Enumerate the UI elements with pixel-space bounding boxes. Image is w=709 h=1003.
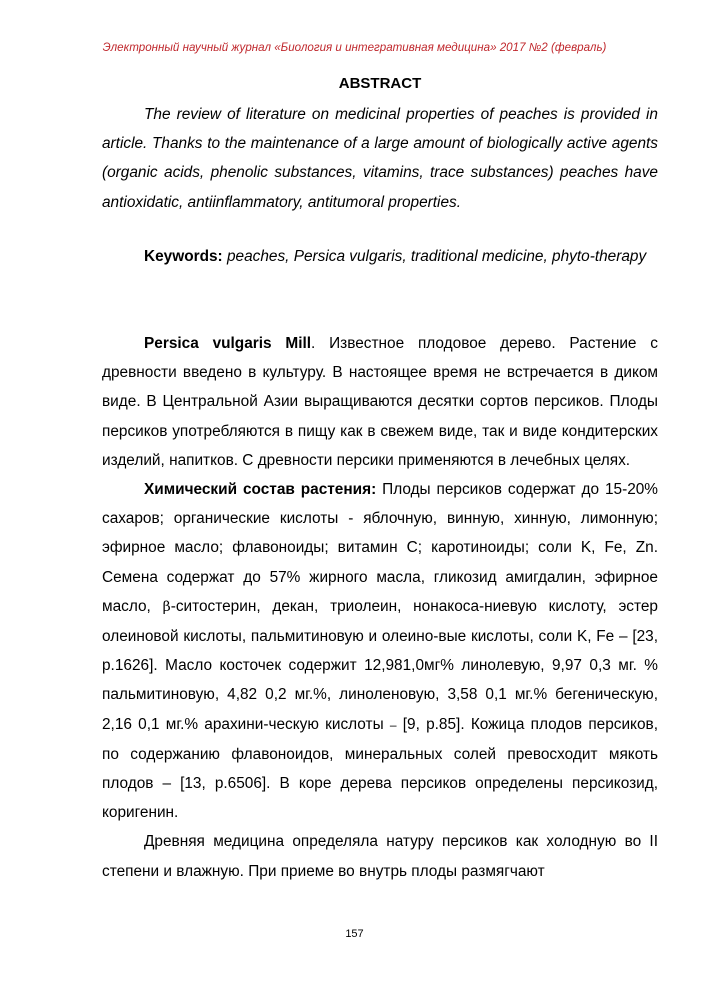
page-number: 157: [345, 928, 364, 940]
keywords-text: peaches, Persica vulgaris, traditional medicine, phyto-therapy: [226, 248, 647, 265]
small-dash: –: [389, 717, 397, 732]
paragraph-2-text-c: [9, р.85]. Кожица плодов персиков, по содержанию флавоноидов, минеральных солей превосходит мякоть плодов – [13, р.6506]. В коре дерева персиков определены персикозид, коригенин.: [102, 715, 658, 822]
paragraph-3: Древняя медицина определяла натуру персиков как холодную во II степени и влажную. При приеме во внутрь плоды размягчают: [102, 833, 658, 880]
keywords-paragraph: [102, 243, 658, 272]
paragraph-1: [102, 329, 658, 475]
paragraph-1-text: . Известное плодовое дерево. Растение с древности введено в культуру. В настоящее время не встречается в диком виде. В Центральной Азии выращиваются десятки сортов персиков. Плоды персиков употребляются в пищу как в свежем виде, так и виде кондитерских изделий, напитков. С древности персики применяются в лечебных целях.: [102, 335, 658, 469]
abstract-text: [102, 100, 658, 217]
paragraph-2-text-b: -ситостерин, декан, триолеин, нонакоса-ниевую кислоту, эстер олеиновой кислоты, пальмитиновую и олеино-вые кислоты, соли K, Fe – [23, р.1626]. Масло косточек содержит 12,981,0мг% линолевую, 9,97 0,3 мг. % пальмитиновую, 4,82 0,2 мг.%, линоленовую, 3,58 0,1 мг.% бегеническую, 2,16 0,1 мг.% арахини-ческую кислоты: [102, 597, 658, 733]
journal-header: Электронный научный журнал «Биология и интегративная медицина» 2017 №2 (февраль): [102, 41, 607, 54]
abstract-paragraph: The review of literature on medicinal properties of peaches is provided in article. Thanks to the maintenance of a large amount of biologically active agents (organic acids, phenolic substances, vitamins, trace substances) peaches have antioxidatic, antiinflammatory, antitumoral properties.: [102, 106, 658, 211]
paragraph-2: [102, 475, 658, 827]
keywords-label: Keywords:: [144, 248, 223, 265]
chemical-composition-heading: Химический состав растения:: [144, 481, 377, 499]
abstract-title: ABSTRACT: [338, 75, 422, 92]
species-name: Persica vulgaris Mill: [144, 335, 312, 352]
main-text: [102, 329, 658, 886]
paragraph-2-text-a: Плоды персиков содержат до 15-20% сахаров; органические кислоты - яблочную, винную, хинную, лимонную; эфирное масло; флавоноиды; витамин С; каротиноиды; соли K, Fe, Zn. Семена содержат до 57% жирного масла, гликозид амигдалин, эфирное масло,: [102, 481, 658, 615]
beta-symbol: β: [162, 598, 171, 615]
keywords: [102, 243, 658, 272]
